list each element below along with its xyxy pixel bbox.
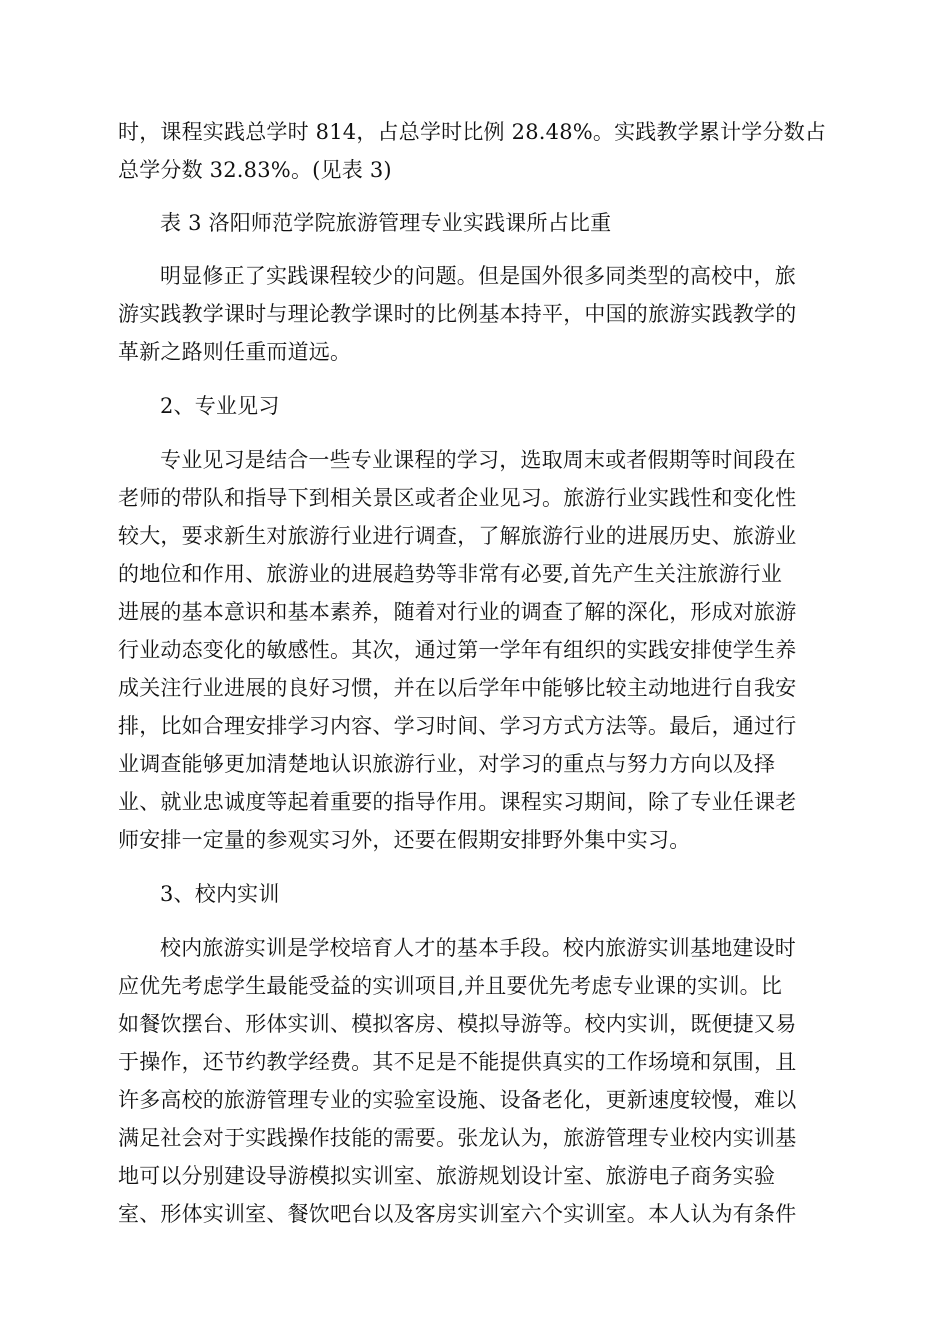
text-line: 进展的基本意识和基本素养，随着对行业的调查了解的深化，形成对旅游 [118,600,797,624]
text-line: 总学分数 32.83%。(见表 3) [118,158,392,182]
text-line: 老师的带队和指导下到相关景区或者企业见习。旅游行业实践性和变化性 [118,486,797,510]
text-line: 师安排一定量的参观实习外，还要在假期安排野外集中实习。 [118,828,691,852]
paragraph-start: 明显修正了实践课程较少的问题。但是国外很多同类型的高校中，旅 [160,264,796,288]
text-line: 业、就业忠诚度等起着重要的指导作用。课程实习期间，除了专业任课老 [118,790,797,814]
text-line: 较大，要求新生对旅游行业进行调查，了解旅游行业的进展历史、旅游业 [118,524,797,548]
text-line: 业调查能够更加清楚地认识旅游行业，对学习的重点与努力方向以及择 [118,752,776,776]
text-line: 地可以分别建设导游模拟实训室、旅游规划设计室、旅游电子商务实验 [118,1164,776,1188]
text-line: 成关注行业进展的良好习惯，并在以后学年中能够比较主动地进行自我安 [118,676,797,700]
section-heading: 3、校内实训 [160,882,280,906]
table-caption: 表 3 洛阳师范学院旅游管理专业实践课所占比重 [160,211,612,235]
text-line: 应优先考虑学生最能受益的实训项目,并且要优先考虑专业课的实训。比 [118,974,783,998]
text-line: 如餐饮摆台、形体实训、模拟客房、模拟导游等。校内实训，既便捷又易 [118,1012,797,1036]
text-line: 游实践教学课时与理论教学课时的比例基本持平，中国的旅游实践教学的 [118,302,797,326]
paragraph-start: 专业见习是结合一些专业课程的学习，选取周末或者假期等时间段在 [160,448,796,472]
text-line: 满足社会对于实践操作技能的需要。张龙认为，旅游管理专业校内实训基 [118,1126,797,1150]
text-line: 于操作，还节约教学经费。其不足是不能提供真实的工作场境和氛围，且 [118,1050,797,1074]
text-line: 许多高校的旅游管理专业的实验室设施、设备老化，更新速度较慢，难以 [118,1088,797,1112]
text-line: 排，比如合理安排学习内容、学习时间、学习方式方法等。最后，通过行 [118,714,797,738]
section-heading: 2、专业见习 [160,394,280,418]
text-line: 室、形体实训室、餐饮吧台以及客房实训室六个实训室。本人认为有条件 [118,1202,797,1226]
text-line: 的地位和作用、旅游业的进展趋势等非常有必要,首先产生关注旅游行业 [118,562,783,586]
text-line: 革新之路则任重而道远。 [118,340,352,364]
text-line: 行业动态变化的敏感性。其次，通过第一学年有组织的实践安排使学生养 [118,638,797,662]
text-line: 时，课程实践总学时 814，占总学时比例 28.48%。实践教学累计学分数占 [118,120,827,144]
paragraph-start: 校内旅游实训是学校培育人才的基本手段。校内旅游实训基地建设时 [160,936,796,960]
